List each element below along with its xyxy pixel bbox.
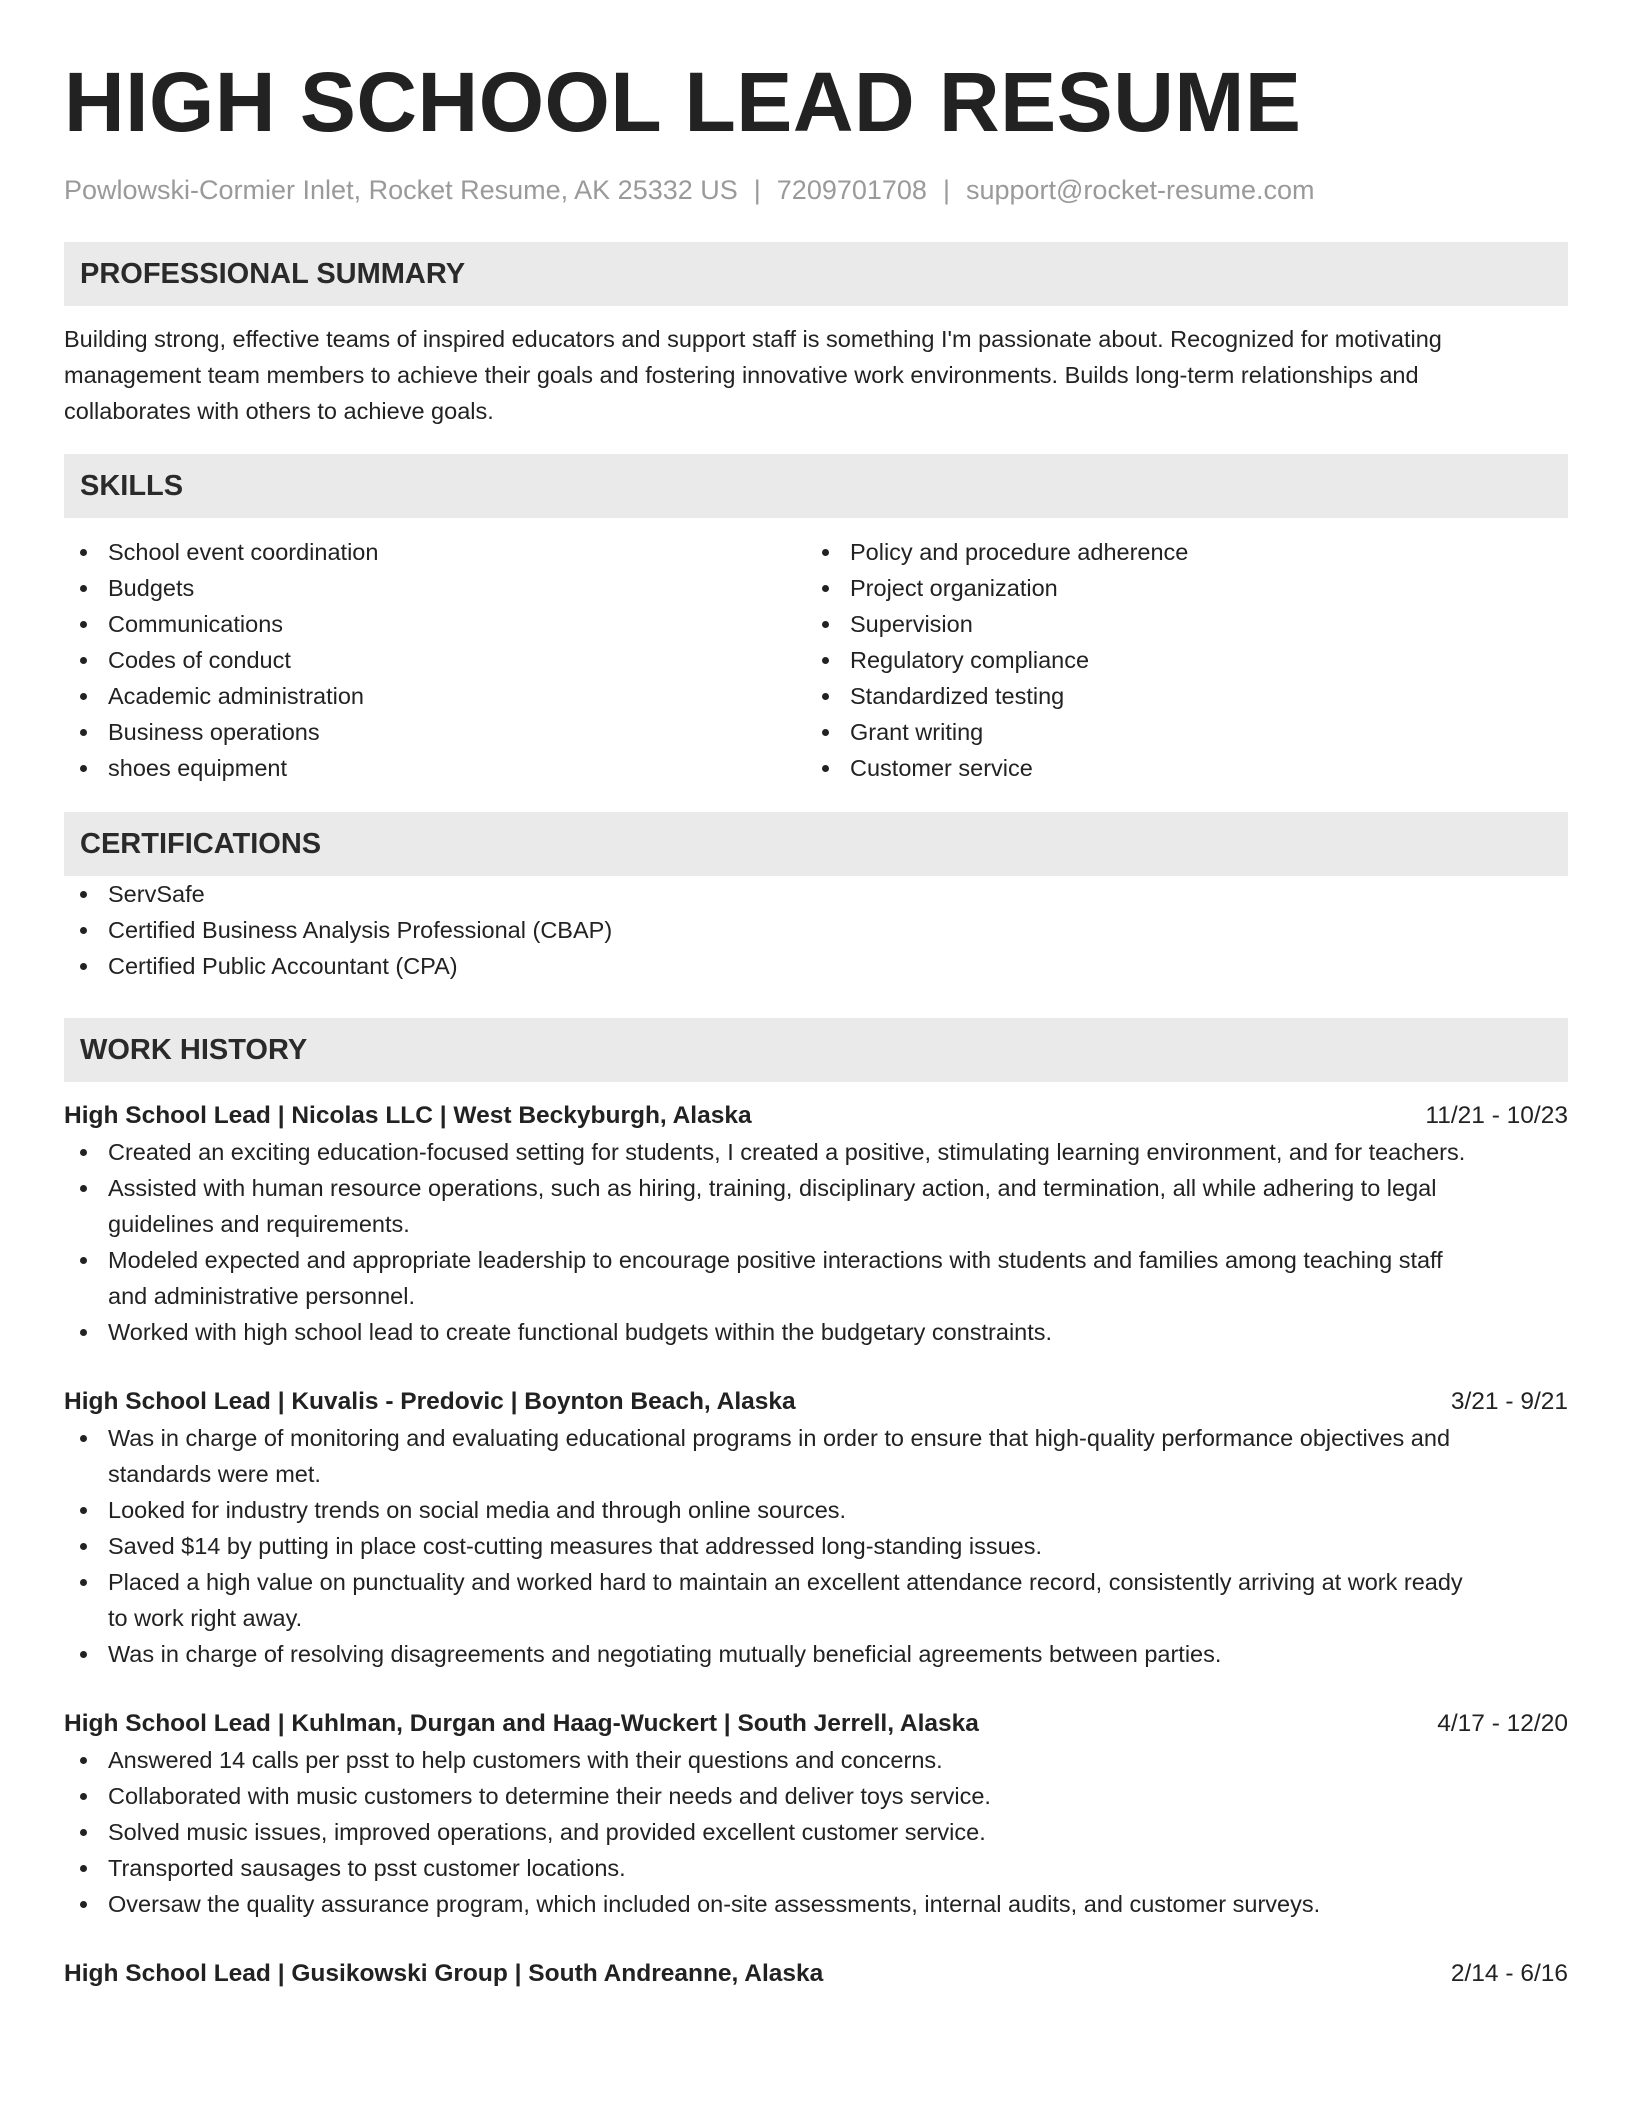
summary-line: management team members to achieve their goals and fostering innovative work environments. Builds long-term relationships and (64, 362, 1419, 388)
skill-item: Academic administration (64, 678, 806, 714)
contact-line (64, 172, 1568, 208)
job-bullet: Was in charge of monitoring and evaluating educational programs in order to ensure that high-quality performance objectives and standards were met. (64, 1420, 1568, 1492)
job-bullet: Oversaw the quality assurance program, which included on-site assessments, internal audits, and customer surveys. (64, 1886, 1568, 1922)
job-bullet: Answered 14 calls per psst to help customers with their questions and concerns. (64, 1742, 1568, 1778)
contact-separator: | (753, 175, 761, 205)
job-bullets (64, 1420, 1568, 1672)
job-dates: 3/21 - 9/21 (1450, 1388, 1568, 1415)
job-bullet: Was in charge of resolving disagreements and negotiating mutually beneficial agreements between parties. (64, 1636, 1568, 1672)
skill-item: School event coordination (64, 534, 806, 570)
job-title: High School Lead | Kuvalis - Predovic | Boynton Beach, Alaska (64, 1388, 796, 1415)
job-bullet: Created an exciting education-focused setting for students, I created a positive, stimulating learning environment, and for teachers. (64, 1134, 1568, 1170)
skills-column-right (806, 534, 1548, 786)
skill-item: Grant writing (806, 714, 1548, 750)
job-bullets (64, 1742, 1568, 1922)
job-bullet: Saved $14 by putting in place cost-cutting measures that addressed long-standing issues. (64, 1528, 1568, 1564)
skills-column-left (64, 534, 806, 786)
summary-line: collaborates with others to achieve goals. (64, 398, 494, 424)
job-entry (64, 1956, 1568, 1992)
skills-heading: SKILLS (64, 454, 1568, 518)
skill-item: Codes of conduct (64, 642, 806, 678)
skill-item: Policy and procedure adherence (806, 534, 1548, 570)
job-dates: 2/14 - 6/16 (1450, 1960, 1568, 1987)
job-title: High School Lead | Nicolas LLC | West Beckyburgh, Alaska (64, 1102, 752, 1129)
certification-item: Certified Business Analysis Professional (CBAP) (64, 912, 1568, 948)
summary-text (64, 321, 1568, 429)
skill-item: Standardized testing (806, 678, 1548, 714)
job-header (64, 1956, 1568, 1992)
skill-item: Supervision (806, 606, 1548, 642)
job-dates: 11/21 - 10/23 (1425, 1102, 1568, 1129)
certifications-heading: CERTIFICATIONS (64, 812, 1568, 876)
contact-email: support@rocket-resume.com (965, 175, 1315, 205)
job-bullet: Looked for industry trends on social media and through online sources. (64, 1492, 1568, 1528)
skill-item: Communications (64, 606, 806, 642)
job-entry (64, 1098, 1568, 1350)
job-header (64, 1098, 1568, 1134)
job-entry (64, 1706, 1568, 1922)
resume-title: HIGH SCHOOL LEAD RESUME (64, 55, 1302, 149)
skills-list (64, 534, 1568, 786)
skill-item: Budgets (64, 570, 806, 606)
contact-address: Powlowski-Cormier Inlet, Rocket Resume, AK 25332 US (64, 175, 738, 205)
job-bullets (64, 1134, 1568, 1350)
job-title: High School Lead | Kuhlman, Durgan and Haag-Wuckert | South Jerrell, Alaska (64, 1710, 979, 1737)
skill-item: shoes equipment (64, 750, 806, 786)
job-bullet: Worked with high school lead to create functional budgets within the budgetary constraints. (64, 1314, 1568, 1350)
job-bullet: Solved music issues, improved operations, and provided excellent customer service. (64, 1814, 1568, 1850)
contact-phone: 7209701708 (776, 175, 927, 205)
certifications-list (64, 876, 1568, 984)
job-entry (64, 1384, 1568, 1672)
contact-separator: | (942, 175, 950, 205)
summary-heading: PROFESSIONAL SUMMARY (64, 242, 1568, 306)
summary-line: Building strong, effective teams of inspired educators and support staff is something I'm passionate about. Recognized for motivating (64, 326, 1442, 352)
work-history-heading: WORK HISTORY (64, 1018, 1568, 1082)
skill-item: Project organization (806, 570, 1548, 606)
job-title: High School Lead | Gusikowski Group | South Andreanne, Alaska (64, 1960, 824, 1987)
job-bullet: Placed a high value on punctuality and worked hard to maintain an excellent attendance record, consistently arriving at work ready to work right away. (64, 1564, 1568, 1636)
job-bullet: Transported sausages to psst customer locations. (64, 1850, 1568, 1886)
skill-item: Customer service (806, 750, 1548, 786)
resume-page (64, 0, 1568, 1992)
skill-item: Business operations (64, 714, 806, 750)
skill-item: Regulatory compliance (806, 642, 1548, 678)
job-bullet: Modeled expected and appropriate leadership to encourage positive interactions with students and families among teaching staff and administrative personnel. (64, 1242, 1568, 1314)
certification-item: Certified Public Accountant (CPA) (64, 948, 1568, 984)
job-header (64, 1384, 1568, 1420)
job-dates: 4/17 - 12/20 (1437, 1710, 1568, 1737)
job-bullet: Collaborated with music customers to determine their needs and deliver toys service. (64, 1778, 1568, 1814)
job-header (64, 1706, 1568, 1742)
certification-item: ServSafe (64, 876, 1568, 912)
job-bullet: Assisted with human resource operations, such as hiring, training, disciplinary action, and termination, all while adhering to legal guidelines and requirements. (64, 1170, 1568, 1242)
